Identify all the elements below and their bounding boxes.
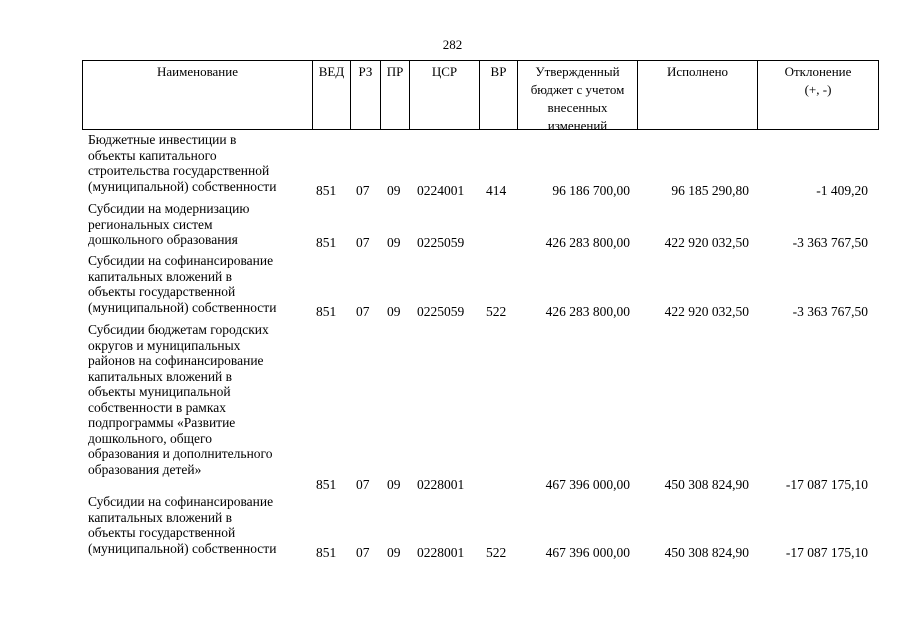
row-budget: 467 396 000,00 [545, 544, 630, 560]
row-csr: 0224001 [417, 182, 465, 198]
row-pr: 09 [387, 476, 401, 492]
row-rz: 07 [356, 303, 370, 319]
row-deviation: -3 363 767,50 [792, 234, 868, 250]
row-pr: 09 [387, 544, 401, 560]
table-row [0, 253, 905, 319]
header-rz: РЗ [350, 61, 380, 129]
row-done: 450 308 824,90 [664, 544, 749, 560]
row-deviation: -1 409,20 [816, 182, 868, 198]
header-name: Наименование [157, 64, 238, 79]
row-done: 422 920 032,50 [664, 303, 749, 319]
row-done: 422 920 032,50 [664, 234, 749, 250]
row-csr: 0225059 [417, 234, 465, 250]
row-rz: 07 [356, 544, 370, 560]
row-pr: 09 [387, 234, 401, 250]
row-rz: 07 [356, 476, 370, 492]
table-header [82, 60, 879, 133]
row-done: 450 308 824,90 [664, 476, 749, 492]
row-rz: 07 [356, 234, 370, 250]
row-ved: 851 [316, 234, 337, 250]
table-row [0, 322, 905, 492]
header-done: Исполнено [637, 61, 757, 129]
row-vr: 522 [486, 544, 507, 560]
row-name: Субсидии на софинансирование капитальных вложений в объекты государственной (муниципальной) собственности [88, 253, 277, 315]
row-vr: 414 [486, 182, 507, 198]
row-name: Субсидии бюджетам городских округов и муниципальных районов на софинансирование капитальных вложений в объекты муниципальной собственности в рамках подпрограммы «Развитие дошкольного, общего образования и дополнительного образования детей» [88, 322, 273, 477]
table-row [0, 201, 905, 250]
row-budget: 96 186 700,00 [552, 182, 630, 198]
row-deviation: -17 087 175,10 [785, 544, 868, 560]
row-csr: 0228001 [417, 544, 465, 560]
row-done: 96 185 290,80 [671, 182, 749, 198]
row-pr: 09 [387, 182, 401, 198]
row-ved: 851 [316, 182, 337, 198]
header-ved: ВЕД [312, 61, 350, 129]
row-deviation: -17 087 175,10 [785, 476, 868, 492]
header-vr: ВР [479, 61, 517, 129]
table-row [0, 494, 905, 560]
row-name: Субсидии на модернизацию региональных систем дошкольного образования [88, 201, 250, 247]
header-pr: ПР [380, 61, 409, 129]
page-number: 282 [442, 37, 463, 52]
row-csr: 0228001 [417, 476, 465, 492]
row-csr: 0225059 [417, 303, 465, 319]
row-budget: 426 283 800,00 [545, 303, 630, 319]
row-vr: 522 [486, 303, 507, 319]
row-deviation: -3 363 767,50 [792, 303, 868, 319]
row-rz: 07 [356, 182, 370, 198]
row-budget: 426 283 800,00 [545, 234, 630, 250]
header-deviation: Отклонение (+, -) [757, 61, 878, 129]
row-name: Субсидии на софинансирование капитальных вложений в объекты государственной (муниципальной) собственности [88, 494, 277, 556]
row-ved: 851 [316, 476, 337, 492]
row-pr: 09 [387, 303, 401, 319]
header-budget: Утвержденный бюджет с учетом внесенных изменений [517, 61, 637, 129]
header-csr: ЦСР [409, 61, 479, 129]
row-ved: 851 [316, 544, 337, 560]
table-row [0, 132, 905, 198]
row-budget: 467 396 000,00 [545, 476, 630, 492]
row-name: Бюджетные инвестиции в объекты капитального строительства государственной (муниципальной) собственности [88, 132, 277, 194]
row-ved: 851 [316, 303, 337, 319]
